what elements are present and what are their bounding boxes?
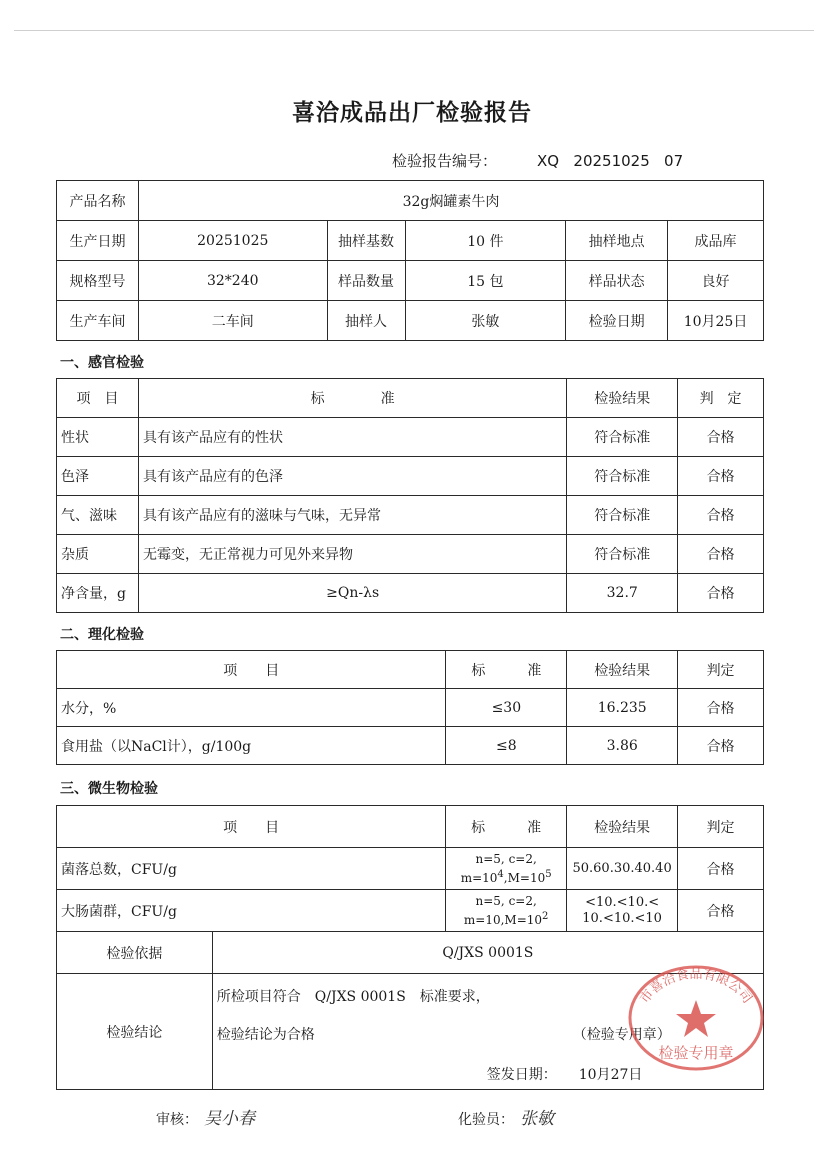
row-judge: 合格 — [678, 457, 764, 496]
std-line1: n=5, c=2, — [475, 894, 537, 908]
test-date-label: 检验日期 — [566, 301, 668, 341]
std-line2: $m=10,M=10^2$ — [463, 911, 549, 927]
row-item: 杂质 — [57, 535, 139, 574]
table-row — [57, 457, 764, 496]
row-result: 16.235 — [567, 689, 678, 727]
table-row — [57, 890, 764, 932]
sample-state: 良好 — [668, 261, 764, 301]
result-line1: <10.<10.< — [585, 894, 660, 910]
product-name-label: 产品名称 — [57, 181, 139, 221]
row-item: 性状 — [57, 418, 139, 457]
row-result: 符合标准 — [567, 496, 678, 535]
row-item: 大肠菌群，CFU/g — [57, 890, 446, 932]
sample-state-label: 样品状态 — [566, 261, 668, 301]
row-item: 净含量，g — [57, 574, 139, 613]
basis-label: 检验依据 — [57, 932, 213, 974]
col-header-standard: 标 准 — [446, 651, 567, 689]
col-header-result: 检验结果 — [567, 651, 678, 689]
row-judge: 合格 — [678, 689, 764, 727]
sample-qty: 15 包 — [405, 261, 566, 301]
row-standard: 具有该产品应有的滋味与气味，无异常 — [138, 496, 566, 535]
prod-date: 20251025 — [138, 221, 327, 261]
reviewer-handwriting: 吴小春 — [204, 1109, 255, 1129]
row-standard: ≤30 — [446, 689, 567, 727]
std-line1: n=5, c=2, — [475, 852, 537, 866]
row-item: 色泽 — [57, 457, 139, 496]
row-result: 符合标准 — [567, 457, 678, 496]
table-row — [57, 727, 764, 765]
col-header-result: 检验结果 — [567, 806, 678, 848]
prod-date-label: 生产日期 — [57, 221, 139, 261]
test-date: 10月25日 — [668, 301, 764, 341]
row-item: 水分，% — [57, 689, 446, 727]
col-header-standard: 标 准 — [138, 379, 566, 418]
sample-place-label: 抽样地点 — [566, 221, 668, 261]
top-scan-line — [14, 30, 814, 31]
section-heading-sensory: 一、感官检验 — [60, 355, 144, 371]
seal-company-text: 市喜洽食品有限公司 — [637, 967, 755, 1007]
conclusion-line1: 所检项目符合 Q/JXS 0001S 标准要求， — [216, 989, 490, 1005]
inspector-label: 化验员： — [458, 1112, 514, 1128]
row-item: 菌落总数，CFU/g — [57, 848, 446, 890]
row-judge: 合格 — [678, 727, 764, 765]
spec: 32*240 — [138, 261, 327, 301]
report-number — [392, 150, 683, 171]
table-row — [57, 535, 764, 574]
issue-date-label: 签发日期： — [486, 1067, 557, 1083]
sample-place: 成品库 — [668, 221, 764, 261]
row-standard — [446, 848, 567, 890]
section-heading-micro: 三、微生物检验 — [60, 781, 158, 797]
row-result: 50.60.30.40.40 — [567, 848, 678, 890]
inspector-signature — [458, 1104, 554, 1129]
col-header-item: 项 目 — [57, 379, 139, 418]
table-header-row — [57, 379, 764, 418]
report-number-label: 检验报告编号： — [392, 152, 498, 170]
row-result — [567, 890, 678, 932]
basis-value: Q/JXS 0001S — [212, 932, 763, 974]
table-row — [57, 301, 764, 341]
col-header-result: 检验结果 — [567, 379, 678, 418]
table-header-row — [57, 806, 764, 848]
row-judge: 合格 — [678, 574, 764, 613]
table-row — [57, 574, 764, 613]
col-header-judge: 判定 — [678, 806, 764, 848]
row-result: 32.7 — [567, 574, 678, 613]
inspector-handwriting: 张敏 — [520, 1109, 554, 1129]
col-header-judge: 判 定 — [678, 379, 764, 418]
row-item: 气、滋味 — [57, 496, 139, 535]
conclusion-label: 检验结论 — [57, 974, 213, 1090]
table-row — [57, 689, 764, 727]
row-standard — [446, 890, 567, 932]
result-line2: 10.<10.<10 — [582, 910, 662, 926]
row-result: 符合标准 — [567, 418, 678, 457]
product-info-table — [56, 180, 764, 341]
spec-label: 规格型号 — [57, 261, 139, 301]
page-title: 喜洽成品出厂检验报告 — [292, 100, 532, 126]
table-header-row — [57, 651, 764, 689]
issue-date — [487, 1064, 643, 1084]
row-standard: ≥Qn-λs — [138, 574, 566, 613]
sensory-table — [56, 378, 764, 613]
col-header-standard: 标 准 — [446, 806, 567, 848]
row-judge: 合格 — [678, 496, 764, 535]
sample-base: 10 件 — [405, 221, 566, 261]
sampler: 张敏 — [405, 301, 566, 341]
product-name: 32g焖罐素牛肉 — [138, 181, 763, 221]
row-standard: 无霉变，无正常视力可见外来异物 — [138, 535, 566, 574]
section-heading-physchem: 二、理化检验 — [60, 627, 144, 643]
seal-text: 检验专用章 — [658, 1044, 734, 1062]
table-row — [57, 261, 764, 301]
table-row — [57, 418, 764, 457]
sample-base-label: 抽样基数 — [327, 221, 405, 261]
reviewer-label: 审核： — [156, 1112, 198, 1128]
table-row — [57, 496, 764, 535]
row-judge: 合格 — [678, 848, 764, 890]
row-judge: 合格 — [678, 418, 764, 457]
row-standard: 具有该产品应有的性状 — [138, 418, 566, 457]
std-line2: $m=10^4,M=10^5$ — [460, 869, 552, 885]
row-result: 3.86 — [567, 727, 678, 765]
table-row — [57, 181, 764, 221]
inspection-seal-stamp — [626, 962, 766, 1072]
col-header-item: 项 目 — [57, 806, 446, 848]
table-row — [57, 848, 764, 890]
row-judge: 合格 — [678, 890, 764, 932]
table-row — [57, 221, 764, 261]
sample-qty-label: 样品数量 — [327, 261, 405, 301]
col-header-item: 项 目 — [57, 651, 446, 689]
sampler-label: 抽样人 — [327, 301, 405, 341]
special-seal-text: （检验专用章） — [572, 1027, 671, 1043]
physchem-table — [56, 650, 764, 765]
row-judge: 合格 — [678, 535, 764, 574]
col-header-judge: 判定 — [678, 651, 764, 689]
conclusion-line2: 检验结论为合格 — [216, 1027, 315, 1043]
workshop: 二车间 — [138, 301, 327, 341]
row-standard: ≤8 — [446, 727, 567, 765]
reviewer-signature — [156, 1104, 255, 1129]
seal-star-icon — [676, 1000, 716, 1037]
row-result: 符合标准 — [567, 535, 678, 574]
issue-date-value: 10月27日 — [578, 1067, 643, 1083]
report-number-value: XQ 20251025 07 — [537, 152, 684, 170]
workshop-label: 生产车间 — [57, 301, 139, 341]
row-item: 食用盐（以NaCl计），g/100g — [57, 727, 446, 765]
row-standard: 具有该产品应有的色泽 — [138, 457, 566, 496]
